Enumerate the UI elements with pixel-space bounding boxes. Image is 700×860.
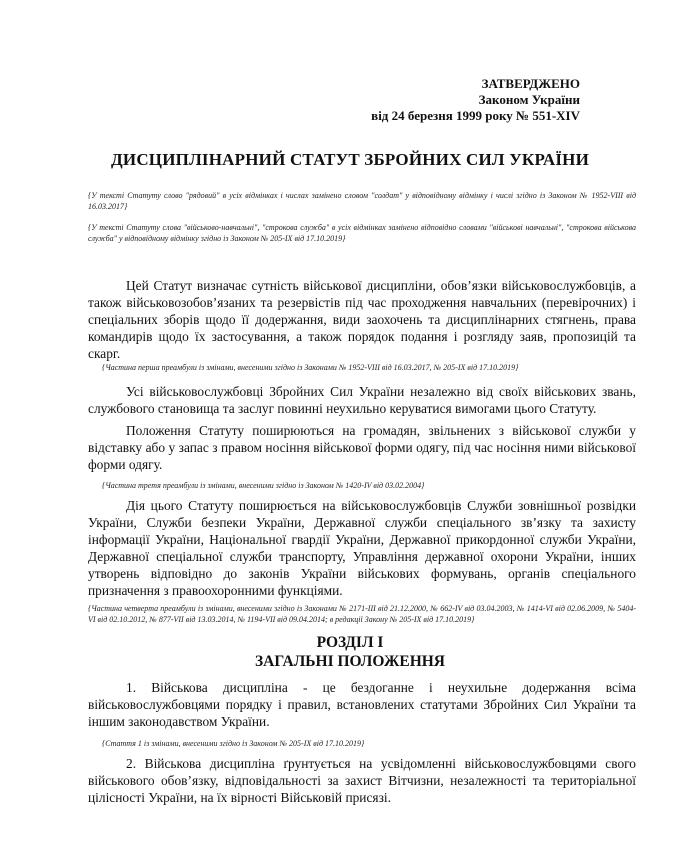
amendment-note: {У тексті Статуту слова "військово-навчальні", "строкова служба" в усіх відмінках замінено відповідно словами "військові навчальні", "строкова військова служба" у відповідному відмінку згідно із Законом № 205-IX від 17.10.2019} — [88, 223, 636, 243]
section-number: РОЗДІЛ I — [316, 634, 384, 651]
preamble-paragraph: Усі військовослужбовці Збройних Сил України незалежно від своїх військових звань, службового становища та заслуг повинні неухильно керуватися вимогами цього Статуту. — [88, 384, 636, 416]
preamble-paragraph: Дія цього Статуту поширюється на військовослужбовців Служби зовнішньої розвідки України, Служби безпеки України, Державної служби спеціального зв’язку та захисту інформації України, Національної гвардії України, Державної прикордонної служби України, Державної спеціальної служби транспорту, Управління державної охорони України, інших утворень відповідно до законів України військових формувань, органів спеціального призначення з правоохоронними функціями. — [88, 498, 636, 598]
amendment-note: {Частина третя преамбули із змінами, внесеними згідно із Законом № 1420-IV від 03.02.2004} — [102, 481, 425, 490]
approval-law: Законом України — [478, 92, 580, 107]
approval-date: від 24 березня 1999 року № 551-XIV — [371, 108, 580, 123]
section-title: ЗАГАЛЬНІ ПОЛОЖЕННЯ — [254, 653, 446, 670]
approval-heading: ЗАТВЕРДЖЕНО — [481, 76, 580, 91]
amendment-note: {Частина четверта преамбули із змінами, внесеними згідно із Законами № 2171-III від 21.12.2000, № 662-IV від 03.04.2003, № 1414-VI від 02.06.2009, № 5404-VI від 02.10.2012, № 877-VII від 13.03.2014, № 1194-VII від 09.04.2014; в редакції Закону № 205-IX від 17.10.2019} — [88, 604, 636, 624]
preamble-paragraph: Положення Статуту поширюються на громадян, звільнених з військової служби у відставку або у запас з правом носіння військової форми одягу, під час носіння ними військової форми одягу. — [88, 423, 636, 472]
amendment-note: {У тексті Статуту слово "рядовий" в усіх відмінках і числах замінено словом "солдат" у відповідному відмінку і числі згідно із Законом № 1952-VIII від 16.03.2017} — [88, 191, 636, 211]
article-paragraph: 2. Військова дисципліна ґрунтується на усвідомленні військовослужбовцями свого військового обов’язку, відповідальності за захист Вітчизни, незалежності та територіальної цілісності України, на їх вірності Військовій присязі. — [88, 756, 636, 805]
article-paragraph: 1. Військова дисципліна - це бездоганне і неухильне додержання всіма військовослужбовцями порядку і правил, встановлених статутами Збройних Сил України та іншим законодавством України. — [88, 680, 636, 729]
preamble-paragraph: Цей Статут визначає сутність військової дисципліни, обов’язки військовослужбовців, а також військовозобов’язаних та резервістів під час проходження навчальних (перевірочних) і спеціальних зборів щодо її додержання, види заохочень та дисциплінарних стягнень, права командирів щодо їх застосування, а також порядок подання і розгляду заяв, пропозицій та скарг. — [88, 278, 636, 361]
amendment-note: {Стаття 1 із змінами, внесеними згідно із Законом № 205-IX від 17.10.2019} — [102, 739, 365, 748]
amendment-note: {Частина перша преамбули із змінами, внесеними згідно із Законами № 1952-VIII від 16.03.2017, № 205-IX від 17.10.2019} — [102, 363, 519, 372]
approval-block — [300, 76, 580, 124]
document-title: ДИСЦИПЛІНАРНИЙ СТАТУТ ЗБРОЙНИХ СИЛ УКРАЇНИ — [111, 150, 589, 169]
